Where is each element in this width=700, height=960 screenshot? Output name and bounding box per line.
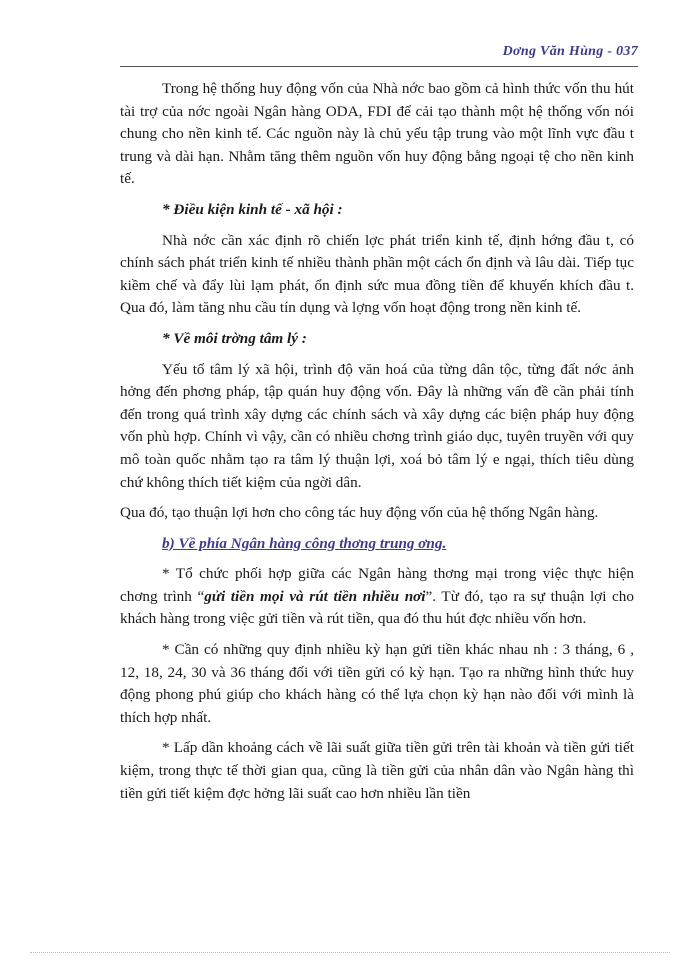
paragraph-2: Nhà nớc cần xác định rõ chiến lợc phát triển kinh tế, định hớng đầu t, có chính sách phát triển kinh tế nhiều thành phần một cách ổn định và lâu dài. Tiếp tục kiềm chế và đẩy lùi lạm phát, ổn định sức mua đồng tiền để khuyến khích đầu t. Qua đó, làm tăng nhu cầu tín dụng và lợng vốn hoạt động trong nền kinh tế. — [120, 231, 634, 317]
heading-psychological-environment: * Về môi trờng tâm lý : — [162, 329, 307, 347]
document-body — [120, 78, 634, 813]
paragraph-5-emphasis: gửi tiền mọi và rút tiền nhiều nơi — [204, 587, 426, 605]
header-author: Dơng Văn Hùng - 037 — [502, 44, 638, 59]
heading-economic-conditions: * Điều kiện kinh tế - xã hội : — [162, 200, 343, 218]
paragraph-6: * Cần có những quy định nhiều kỳ hạn gửi tiền khác nhau nh : 3 tháng, 6 , 12, 18, 24, 30 và 36 tháng đối với tiền gửi có kỳ hạn. Tạo ra những hình thức huy động phong phú giúp cho khách hàng có thể lựa chọn kỳ hạn nào đối với mình là thích hợp nhất. — [120, 641, 634, 726]
section-heading-bank: b) Về phía Ngân hàng công thơng trung ơng. — [162, 534, 447, 552]
paragraph-3: Yếu tố tâm lý xã hội, trình độ văn hoá của từng dân tộc, từng đất nớc ảnh hởng đến phơng pháp, tập quán huy động vốn. Đây là những vấn đề cần phải tính đến trong quá trình xây dựng các chính sách và xây dựng các biện pháp huy động vốn phù hợp. Chính vì vậy, cần có nhiều chơng trình giáo dục, tuyên truyền với quy mô toàn quốc nhằm tạo ra tâm lý thuận lợi, xoá bỏ tâm lý e ngại, thích tiêu dùng chứ không thích tiết kiệm của ngời dân. — [120, 360, 634, 491]
page-header — [120, 44, 638, 67]
paragraph-5 — [120, 563, 634, 631]
paragraph-5-start: * Tổ chức phối hợp giữa các Ngân hàng thơng mại trong việc thực hiện chơng trình “ — [120, 565, 634, 605]
paragraph-4: Qua đó, tạo thuận lợi hơn cho công tác huy động vốn của hệ thống Ngân hàng. — [120, 504, 599, 522]
paragraph-1: Trong hệ thống huy động vốn của Nhà nớc bao gồm cả hình thức vốn thu hút tài trợ của nớc ngoài Ngân hàng ODA, FDI để cải tạo thành một hệ thống vốn nói chung cho nền kinh tế. Các nguồn này là chủ yếu tập trung vào một lĩnh vực đầu t trung và dài hạn. Nhằm tăng thêm nguồn vốn huy động bằng ngoại tệ cho nền kinh tế. — [120, 80, 634, 188]
footer-divider — [30, 952, 670, 953]
paragraph-5-end: ”. Từ đó, tạo ra sự thuận lợi cho khách hàng trong việc gửi tiền và rút tiền, qua đó thu hút đợc nhiều vốn hơn. — [120, 587, 634, 628]
paragraph-7: * Lấp dần khoảng cách về lãi suất giữa tiền gửi trên tài khoản và tiền gửi tiết kiệm, trong thực tế thời gian qua, cũng là tiền gửi của nhân dân vào Ngân hàng thì tiền gửi tiết kiệm đợc hởng lãi suất cao hơn nhiều lần tiền — [120, 739, 634, 802]
